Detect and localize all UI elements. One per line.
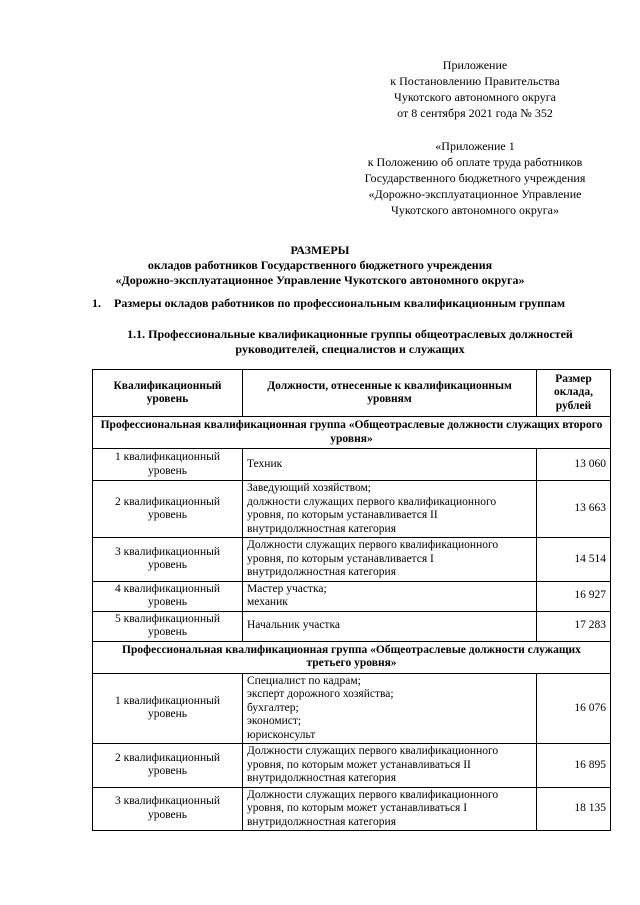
appendix-1-block [340, 138, 610, 218]
level-cell: 2 квалификационный уровень [93, 744, 243, 788]
group-row [93, 641, 611, 673]
title-main: РАЗМЕРЫ [290, 243, 350, 257]
positions-cell [243, 581, 537, 611]
appendix-line: Приложение [442, 58, 508, 72]
title-line: окладов работников Государственного бюджетного учреждения [147, 258, 493, 272]
salary-cell: 16 927 [537, 581, 611, 611]
position-line: Техник [247, 457, 283, 470]
subsection-line: руководителей, специалистов и служащих [235, 342, 465, 356]
table-row [93, 611, 611, 641]
position-line: юрисконсульт [247, 728, 316, 741]
header-salary: Размер оклада, рублей [537, 370, 611, 417]
position-line: Заведующий хозяйством; [247, 482, 371, 494]
appendix-line: от 8 сентября 2021 года № 352 [397, 106, 553, 120]
level-cell: 4 квалификационный уровень [93, 581, 243, 611]
group-title: Профессиональная квалификационная группа «Общеотраслевые должности служащих третьего уровня» [93, 641, 611, 673]
salary-cell: 18 135 [537, 787, 611, 831]
table-row [93, 744, 611, 788]
position-line: Начальник участка [247, 619, 340, 632]
position-line: бухгалтер; [247, 701, 299, 714]
positions-cell [243, 538, 537, 582]
position-line: механик [247, 596, 288, 608]
positions-cell [243, 673, 537, 744]
table-header-row [93, 370, 611, 417]
appendix-line: Чукотского автономного округа» [391, 203, 559, 217]
positions-cell [243, 744, 537, 788]
table-row [93, 538, 611, 582]
table-row [93, 581, 611, 611]
position-line: должности служащих первого квалификационного уровня, по которым устанавливается II внутридолжностная категория [247, 495, 497, 535]
group-row [93, 417, 611, 449]
level-cell: 2 квалификационный уровень [93, 481, 243, 538]
section-heading [92, 296, 565, 311]
table-row [93, 449, 611, 481]
group-title: Профессиональная квалификационная группа «Общеотраслевые должности служащих второго уровня» [93, 417, 611, 449]
header-positions: Должности, отнесенные к квалификационным уровням [243, 370, 537, 417]
salary-cell: 13 060 [537, 449, 611, 481]
positions-cell [243, 481, 537, 538]
level-cell: 1 квалификационный уровень [93, 449, 243, 481]
appendix-line: «Дорожно-эксплуатационное Управление [368, 187, 582, 201]
salary-cell: 16 895 [537, 744, 611, 788]
position-line: Должности служащих первого квалификационного уровня, по которым может устанавливаться I внутридолжностная категория [247, 788, 499, 828]
appendix-line: к Положению об оплате труда работников [367, 155, 583, 169]
positions-cell [243, 787, 537, 831]
subsection-heading [90, 327, 610, 357]
position-line: Должности служащих первого квалификационного уровня, по которым устанавливается I внутридолжностная категория [247, 539, 499, 578]
title-line: «Дорожно-эксплуатационное Управление Чукотского автономного округа» [115, 273, 525, 287]
salary-cell: 13 663 [537, 481, 611, 538]
document-title [0, 243, 640, 288]
position-line: Должности служащих первого квалификационного уровня, по которым может устанавливаться II внутридолжностная категория [247, 745, 499, 784]
position-line: Мастер участка; [247, 582, 327, 595]
level-cell: 3 квалификационный уровень [93, 538, 243, 582]
table-row [93, 787, 611, 831]
salary-cell: 17 283 [537, 611, 611, 641]
positions-cell [243, 449, 537, 481]
appendix-line: «Приложение 1 [435, 139, 515, 153]
section-number: 1. [92, 296, 101, 310]
table-row [93, 481, 611, 538]
salary-cell: 16 076 [537, 673, 611, 744]
position-line: Специалист по кадрам; [247, 674, 361, 687]
level-cell: 3 квалификационный уровень [93, 787, 243, 831]
appendix-header-block [340, 57, 610, 121]
table-row [93, 673, 611, 744]
position-line: эксперт дорожного хозяйства; [247, 688, 394, 700]
appendix-line: Государственного бюджетного учреждения [364, 171, 586, 185]
section-text: Размеры окладов работников по профессиональным квалификационным группам [114, 296, 566, 310]
salary-cell: 14 514 [537, 538, 611, 582]
header-level: Квалификационный уровень [93, 370, 243, 417]
salary-table [92, 369, 611, 831]
appendix-line: Чукотского автономного округа [394, 90, 556, 104]
level-cell: 1 квалификационный уровень [93, 673, 243, 744]
level-cell: 5 квалификационный уровень [93, 611, 243, 641]
position-line: экономист; [247, 715, 302, 727]
appendix-line: к Постановлению Правительства [390, 74, 560, 88]
subsection-line: 1.1. Профессиональные квалификационные группы общеотраслевых должностей [127, 327, 573, 341]
positions-cell [243, 611, 537, 641]
